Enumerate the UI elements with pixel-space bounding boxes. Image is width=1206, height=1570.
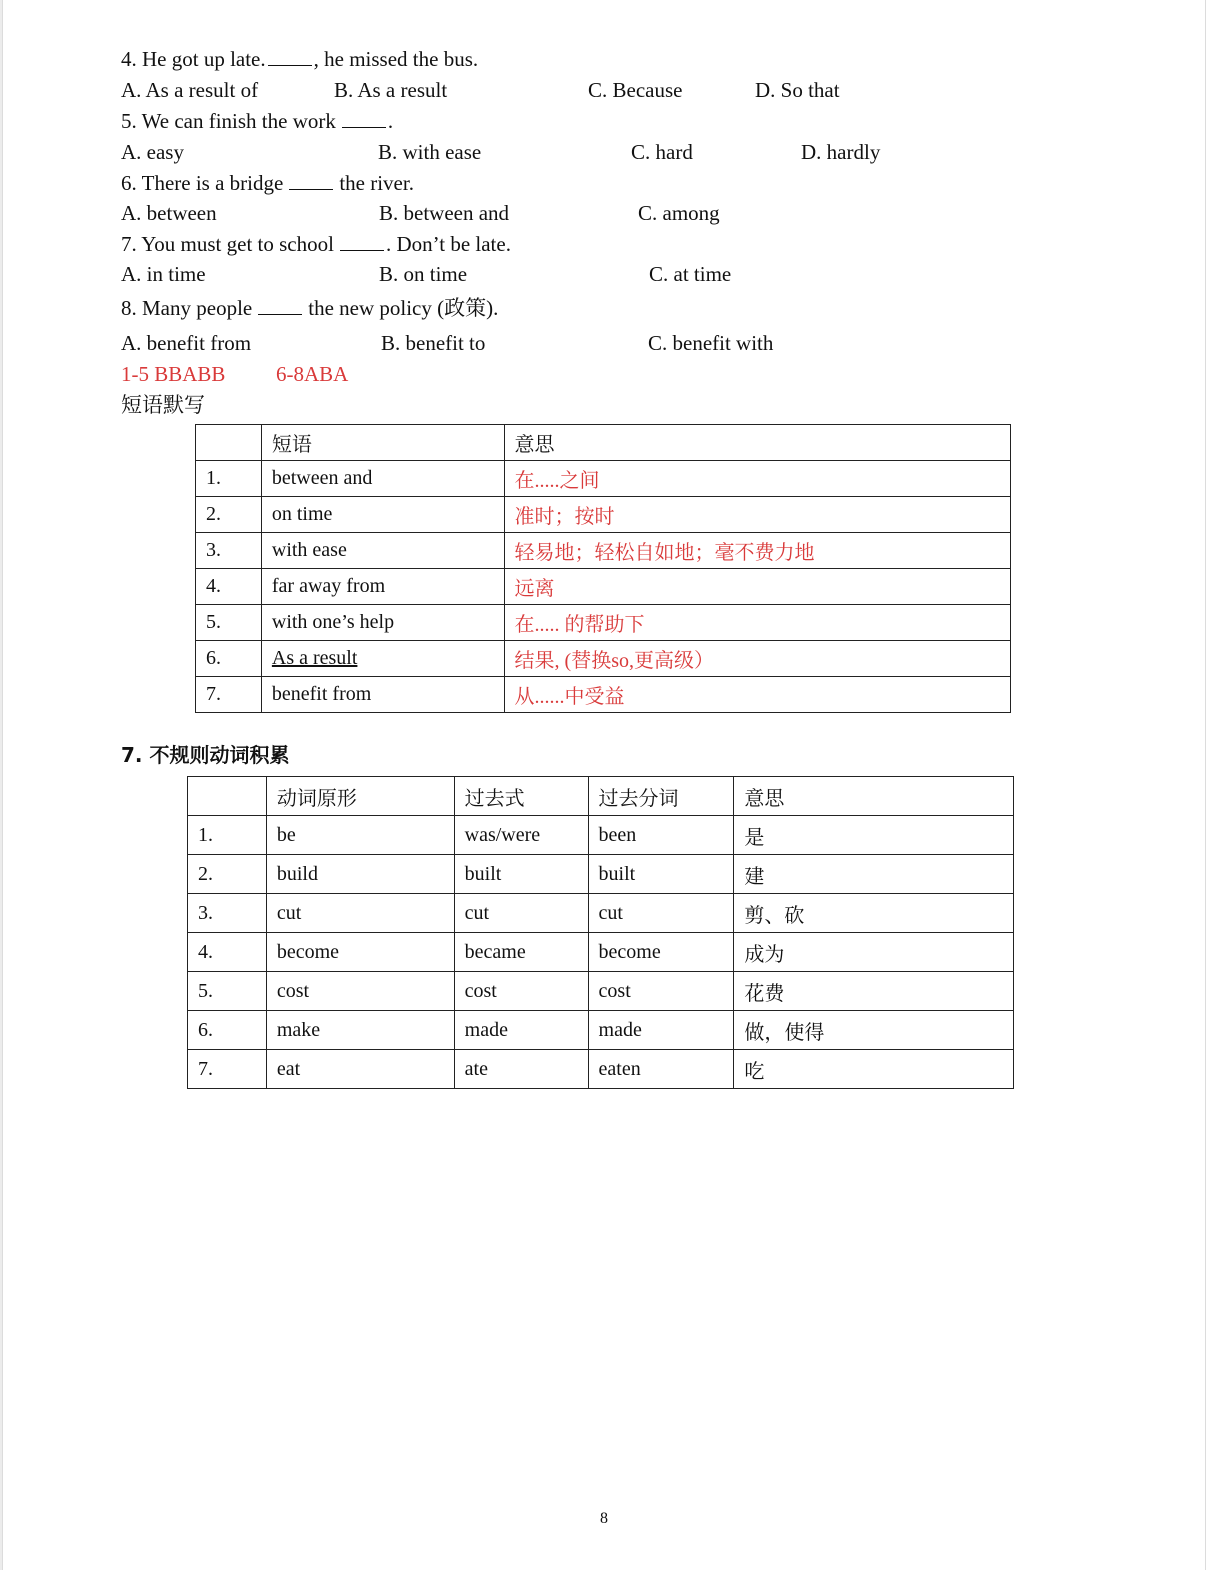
row-number: 1. <box>188 816 267 855</box>
base-form-cell: build <box>266 855 454 894</box>
header-cell: 过去分词 <box>588 777 734 816</box>
table-row <box>196 641 1011 677</box>
phrase-cell: on time <box>261 497 504 533</box>
table-row <box>196 677 1011 713</box>
table-row <box>196 533 1011 569</box>
question-6-option-a: A. between <box>121 201 217 225</box>
past-participle-cell: cost <box>588 972 734 1011</box>
header-cell: 动词原形 <box>266 777 454 816</box>
past-participle-cell: been <box>588 816 734 855</box>
meaning-cell: 准时；按时 <box>504 497 1010 533</box>
question-4-text-after: , he missed the bus. <box>313 47 479 71</box>
question-7-text-after: . Don’t be late. <box>385 232 511 256</box>
past-tense-cell: became <box>454 933 588 972</box>
question-5-option-b: B. with ease <box>378 140 482 164</box>
base-form-cell: cut <box>266 894 454 933</box>
header-cell <box>196 425 262 461</box>
question-6-option-c: C. among <box>638 201 720 225</box>
question-8-stem <box>121 295 498 321</box>
row-number: 1. <box>196 461 262 497</box>
meaning-cell: 建 <box>734 855 1014 894</box>
question-7-option-b: B. on time <box>379 262 468 286</box>
past-participle-cell: built <box>588 855 734 894</box>
answer-blank <box>289 171 333 190</box>
table-row <box>188 933 1014 972</box>
question-4-option-b: B. As a result <box>334 78 448 102</box>
question-5-text-before: 5. We can finish the work <box>121 109 336 133</box>
past-participle-cell: cut <box>588 894 734 933</box>
meaning-cell: 在..... 的帮助下 <box>504 605 1010 641</box>
past-tense-cell: built <box>454 855 588 894</box>
page-number: 8 <box>600 1510 608 1527</box>
row-number: 7. <box>188 1050 267 1089</box>
past-tense-cell: cut <box>454 894 588 933</box>
meaning-cell: 剪、砍 <box>734 894 1014 933</box>
question-6-stem <box>121 170 414 196</box>
table-row <box>196 569 1011 605</box>
past-participle-cell: eaten <box>588 1050 734 1089</box>
meaning-cell: 吃 <box>734 1050 1014 1089</box>
answer-blank <box>268 47 312 66</box>
question-7-option-c: C. at time <box>649 262 732 286</box>
question-5-text-after: . <box>387 109 394 133</box>
header-cell: 意思 <box>504 425 1010 461</box>
row-number: 5. <box>188 972 267 1011</box>
question-4-option-c: C. Because <box>588 78 683 102</box>
answer-key-part1: 1-5 BBABB <box>121 362 226 386</box>
question-8-text-after: the new policy (政策). <box>308 296 499 320</box>
verb-table-header <box>188 777 1014 816</box>
row-number: 4. <box>188 933 267 972</box>
answer-blank <box>342 109 386 128</box>
row-number: 2. <box>196 497 262 533</box>
row-number: 2. <box>188 855 267 894</box>
question-4-option-d: D. So that <box>755 78 840 102</box>
header-cell: 意思 <box>734 777 1014 816</box>
meaning-cell: 在.....之间 <box>504 461 1010 497</box>
past-participle-cell: become <box>588 933 734 972</box>
question-5-option-a: A. easy <box>121 140 184 164</box>
question-8-option-a: A. benefit from <box>121 331 252 355</box>
phrase-cell: benefit from <box>261 677 504 713</box>
table-row <box>188 972 1014 1011</box>
table-row <box>188 1050 1014 1089</box>
meaning-cell: 花费 <box>734 972 1014 1011</box>
past-tense-cell: was/were <box>454 816 588 855</box>
question-6-option-b: B. between and <box>379 201 510 225</box>
question-7-option-a: A. in time <box>121 262 206 286</box>
header-cell: 过去式 <box>454 777 588 816</box>
base-form-cell: become <box>266 933 454 972</box>
question-5-option-d: D. hardly <box>801 140 881 164</box>
past-tense-cell: cost <box>454 972 588 1011</box>
phrase-cell: with ease <box>261 533 504 569</box>
verb-section-title: 7. 不规则动词积累 <box>121 743 290 767</box>
meaning-cell: 从......中受益 <box>504 677 1010 713</box>
phrase-table-header <box>196 425 1011 461</box>
row-number: 6. <box>188 1011 267 1050</box>
question-7-text-before: 7. You must get to school <box>121 232 334 256</box>
question-4-stem <box>121 46 478 72</box>
table-row <box>188 855 1014 894</box>
row-number: 4. <box>196 569 262 605</box>
table-row <box>196 461 1011 497</box>
phrase-underlined: As a result <box>271 647 358 669</box>
table-row <box>188 816 1014 855</box>
row-number: 5. <box>196 605 262 641</box>
base-form-cell: cost <box>266 972 454 1011</box>
answer-key-part2: 6-8ABA <box>276 362 349 386</box>
phrase-cell: far away from <box>261 569 504 605</box>
question-5-stem <box>121 108 393 134</box>
base-form-cell: be <box>266 816 454 855</box>
past-participle-cell: made <box>588 1011 734 1050</box>
document-page <box>2 0 1206 1570</box>
phrase-cell <box>261 641 504 677</box>
question-8-option-b: B. benefit to <box>381 331 486 355</box>
row-number: 3. <box>188 894 267 933</box>
meaning-cell: 结果, (替换so,更高级） <box>504 641 1010 677</box>
meaning-cell: 远离 <box>504 569 1010 605</box>
row-number: 7. <box>196 677 262 713</box>
phrase-cell: between and <box>261 461 504 497</box>
row-number: 6. <box>196 641 262 677</box>
table-row <box>188 1011 1014 1050</box>
header-cell <box>188 777 267 816</box>
verb-table <box>187 776 1014 1089</box>
base-form-cell: eat <box>266 1050 454 1089</box>
question-4-text-before: 4. He got up late. <box>121 47 266 71</box>
meaning-cell: 做，使得 <box>734 1011 1014 1050</box>
answer-blank <box>340 232 384 251</box>
row-number: 3. <box>196 533 262 569</box>
question-6-text-after: the river. <box>339 171 414 195</box>
table-row <box>188 894 1014 933</box>
meaning-cell: 是 <box>734 816 1014 855</box>
question-8-text-before: 8. Many people <box>121 296 253 320</box>
base-form-cell: make <box>266 1011 454 1050</box>
meaning-cell: 轻易地；轻松自如地；毫不费力地 <box>504 533 1010 569</box>
answer-blank <box>258 296 302 315</box>
question-7-stem <box>121 231 511 257</box>
question-4-option-a: A. As a result of <box>121 78 259 102</box>
header-cell: 短语 <box>261 425 504 461</box>
question-5-option-c: C. hard <box>631 140 693 164</box>
table-row <box>196 605 1011 641</box>
question-6-text-before: 6. There is a bridge <box>121 171 284 195</box>
table-row <box>196 497 1011 533</box>
meaning-cell: 成为 <box>734 933 1014 972</box>
phrase-cell: with one’s help <box>261 605 504 641</box>
phrase-table <box>195 424 1011 713</box>
past-tense-cell: made <box>454 1011 588 1050</box>
question-8-option-c: C. benefit with <box>648 331 774 355</box>
phrase-section-title: 短语默写 <box>121 393 205 417</box>
past-tense-cell: ate <box>454 1050 588 1089</box>
